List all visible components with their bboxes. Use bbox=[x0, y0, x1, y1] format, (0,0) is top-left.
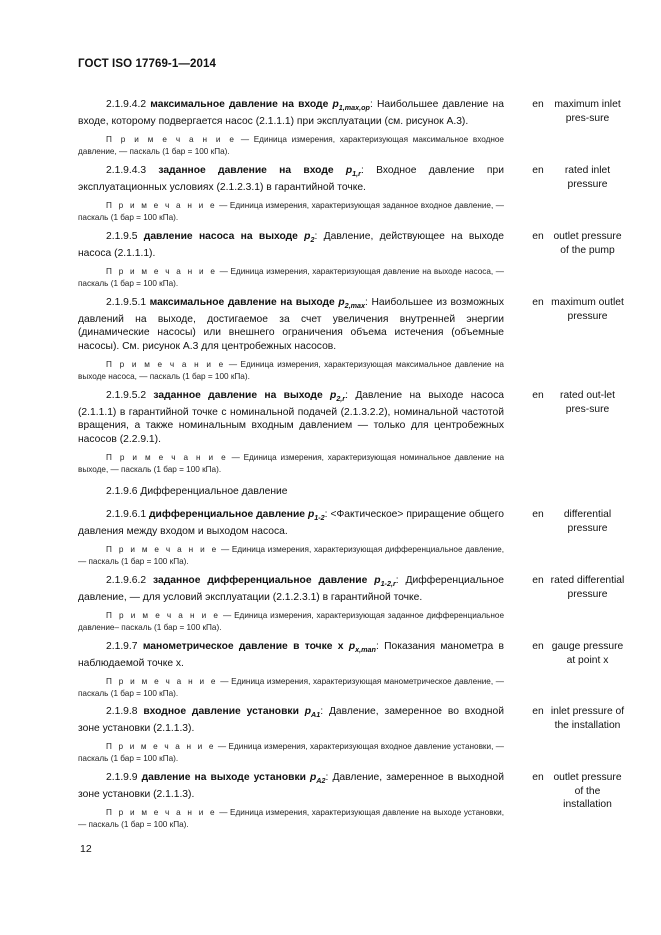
term-symbol: $p_{1,max,op}$ bbox=[332, 99, 370, 113]
language-code: en bbox=[532, 575, 544, 586]
english-term: maximum outlet pressure bbox=[551, 297, 624, 322]
page-number: 12 bbox=[80, 843, 92, 855]
definition-text: Дифференциальное давление, — для условий эксплуатации (2.1.2.3.1) в гарантийной точке. bbox=[78, 575, 504, 603]
note-text: — Единица измерения, характеризующая заданное дифференциальное давление– паскаль (1 бар = 100 кПа). bbox=[78, 611, 504, 632]
language-code: en bbox=[532, 390, 544, 401]
note-label: П р и м е ч а н и е bbox=[106, 677, 218, 687]
note bbox=[78, 741, 504, 764]
definition-text: Входное давление при эксплуатационных условиях (2.1.2.3.1) в гарантийной точке. bbox=[78, 165, 504, 193]
term-entry bbox=[78, 771, 622, 830]
language-code: en bbox=[532, 706, 544, 717]
term-name: максимальное давление на выходе bbox=[149, 297, 335, 308]
term-entry bbox=[78, 389, 615, 475]
note-label: П р и м е ч а н и е bbox=[106, 453, 228, 463]
note-text: — Единица измерения, характеризующая входное давление установки, — паскаль (1 бар = 100 кПа). bbox=[78, 742, 504, 763]
definition-text: Давление, замеренное во входной зоне установки (2.1.1.3). bbox=[78, 706, 504, 734]
note-text: — Единица измерения, характеризующая заданное входное давление, — паскаль (1 бар = 100 кПа). bbox=[78, 201, 504, 222]
definition-text: Наибольшее давление на входе, которому подвергается насос (2.1.1.1) при эксплуатации (см. рисунок А.3). bbox=[78, 99, 504, 127]
term-number: 2.1.9.5.2 bbox=[106, 390, 147, 401]
term-name: заданное дифференциальное давление bbox=[153, 575, 368, 586]
term-definition: 2.1.9.4.2 максимальное давление на входе $p_{1,max,op}$: Наибольшее давление на входе, которому подвергается насос (2.1.1.1) при эксплуатации (см. рисунок А.3). bbox=[78, 99, 504, 127]
term-entry bbox=[78, 230, 622, 289]
note-label: П р и м е ч а н и е bbox=[106, 135, 237, 145]
term-name: заданное давление на входе bbox=[158, 165, 334, 176]
term-definition: 2.1.9.6.2 заданное дифференциальное давление $p_{1-2,r}$: Дифференциальное давление, — для условий эксплуатации (2.1.2.3.1) в гарантийной точке. bbox=[78, 575, 504, 603]
definition-text: Показания манометра в наблюдаемой точке x. bbox=[78, 641, 504, 669]
term-name: давление насоса на выходе bbox=[143, 231, 298, 242]
language-code: en bbox=[532, 509, 544, 520]
term-name: заданное давление на выходе bbox=[153, 390, 323, 401]
term-entry bbox=[78, 98, 621, 157]
term-entry bbox=[78, 164, 611, 223]
note-text: — Единица измерения, характеризующая максимальное входное давление, — паскаль (1 бар = 100 кПа). bbox=[78, 135, 504, 156]
term-name: дифференциальное давление bbox=[149, 509, 306, 520]
note-label: П р и м е ч а н и е bbox=[106, 808, 217, 818]
note-text: — Единица измерения, характеризующая манометрическое давление, — паскаль (1 бар = 100 кПа). bbox=[78, 677, 504, 698]
term-symbol: $p_{1-2,r}$ bbox=[374, 575, 396, 589]
term-definition: 2.1.9.5.2 заданное давление на выходе $p_{2,r}$: Давление на выходе насоса (2.1.1.1) в гарантийной точке с номинальной подачей (2.1.3.2.2), номинальной частотой вращения, а также номинальным входным давлением — только для центробежных насосов (2.2.9.1). bbox=[78, 390, 504, 445]
note-text: — Единица измерения, характеризующая дифференциальное давление, — паскаль (1 бар = 100 кПа). bbox=[78, 545, 504, 566]
note-text: — Единица измерения, характеризующая давление на выходе установки, — паскаль (1 бар = 100 кПа). bbox=[78, 808, 504, 829]
english-term: inlet pressure of the installation bbox=[550, 706, 625, 731]
definition-text: Давление на выходе насоса (2.1.1.1) в гарантийной точке с номинальной подачей (2.1.3.2.2), номинальной частотой вращения, а также номинальным входным давлением — только для центробежных насосов (2.2.9.1). bbox=[78, 390, 504, 445]
note bbox=[78, 676, 504, 699]
language-code: en bbox=[532, 772, 544, 783]
term-definition: 2.1.9.7 манометрическое давление в точке x $p_{x,man}$: Показания манометра в наблюдаемой точке x. bbox=[78, 641, 504, 669]
term-number: 2.1.9.6.2 bbox=[106, 575, 147, 586]
term-definition: 2.1.9.6.1 дифференциальное давление $p_{1-2}$: <Фактическое> приращение общего давления между входом и выходом насоса. bbox=[78, 509, 504, 537]
english-term: rated differential pressure bbox=[550, 575, 625, 600]
term-entry bbox=[78, 296, 624, 382]
note-text: — Единица измерения, характеризующая максимальное давление на выходе насоса, — паскаль (1 бар = 100 кПа). bbox=[78, 360, 504, 381]
note bbox=[78, 610, 504, 633]
note bbox=[78, 544, 504, 567]
language-code: en bbox=[532, 165, 544, 176]
english-term: rated out-let pres-sure bbox=[560, 390, 615, 415]
term-number: 2.1.9.9 bbox=[106, 772, 138, 783]
term-number: 2.1.9.4.3 bbox=[106, 165, 147, 176]
english-term: rated inlet pressure bbox=[564, 165, 611, 190]
english-term: maximum inlet pres-sure bbox=[554, 99, 621, 124]
note bbox=[78, 452, 504, 475]
term-name: давление на выходе установки bbox=[141, 772, 306, 783]
term-name: манометрическое давление в точке x bbox=[142, 641, 344, 652]
term-number: 2.1.9.5.1 bbox=[106, 297, 147, 308]
term-definition: 2.1.9.4.3 заданное давление на входе $p_{1,r}$: Входное давление при эксплуатационных условиях (2.1.2.3.1) в гарантийной точке. bbox=[78, 165, 504, 193]
note-text: — Единица измерения, характеризующая давление на выходе насоса, — паскаль (1 бар = 100 кПа). bbox=[78, 267, 504, 288]
term-entry bbox=[78, 705, 625, 764]
term-number: 2.1.9.5 bbox=[106, 231, 138, 242]
note-label: П р и м е ч а н и е bbox=[106, 360, 226, 370]
language-code: en bbox=[532, 641, 544, 652]
note-text: — Единица измерения, характеризующая номинальное давление на выходе, — паскаль (1 бар = 100 кПа). bbox=[78, 453, 504, 474]
term-number: 2.1.9.8 bbox=[106, 706, 138, 717]
term-number: 2.1.9.7 bbox=[106, 641, 138, 652]
term-symbol: $p_{1,r}$ bbox=[345, 165, 361, 179]
term-number: 2.1.9.6.1 bbox=[106, 509, 147, 520]
note bbox=[78, 266, 504, 289]
definition-text: <Фактическое> приращение общего давления между входом и выходом насоса. bbox=[78, 509, 504, 537]
term-number: 2.1.9.4.2 bbox=[106, 99, 147, 110]
term-entry bbox=[78, 508, 612, 567]
term-symbol: $p_{2,r}$ bbox=[330, 390, 346, 404]
document-header: ГОСТ ISO 17769-1—2014 bbox=[78, 58, 216, 70]
definition-text: Наибольшее из возможных давлений на выходе, достигаемое за счет увеличения внутренней энергии (динамические насосы) или внешнего ограничения объема истечения (объемные насосы). См. рисунок А.3 для центробежных насосов. bbox=[78, 297, 504, 352]
definition-text: Давление, действующее на выходе насоса (2.1.1.1). bbox=[78, 231, 504, 259]
english-term: differential pressure bbox=[563, 509, 612, 534]
definition-text: Давление, замеренное в выходной зоне установки (2.1.1.3). bbox=[78, 772, 504, 800]
term-entry bbox=[78, 574, 625, 633]
term-symbol: $p_{2,max}$ bbox=[338, 297, 366, 311]
note-label: П р и м е ч а н и е bbox=[106, 545, 219, 555]
english-term: outlet pressure of the installation bbox=[553, 772, 622, 811]
term-symbol: $p_{A2}$ bbox=[310, 772, 326, 786]
term-definition: 2.1.9.5 давление насоса на выходе $p_2$: Давление, действующее на выходе насоса (2.1.1.1). bbox=[78, 231, 504, 259]
term-definition: 2.1.9.8 входное давление установки $p_{A1}$: Давление, замеренное во входной зоне установки (2.1.1.3). bbox=[78, 706, 504, 734]
note bbox=[78, 200, 504, 223]
note bbox=[78, 359, 504, 382]
english-term: gauge pressure at point x bbox=[551, 641, 624, 666]
term-definition: 2.1.9.5.1 максимальное давление на выходе $p_{2,max}$: Наибольшее из возможных давлений на выходе, достигаемое за счет увеличения внутренней энергии (динамические насосы) или внешнего ограничения объема истечения (объемные насосы). См. рисунок А.3 для центробежных насосов. bbox=[78, 297, 504, 352]
note-label: П р и м е ч а н и е bbox=[106, 742, 216, 752]
term-entry bbox=[78, 640, 624, 699]
english-term: outlet pressure of the pump bbox=[553, 231, 622, 256]
language-code: en bbox=[532, 99, 544, 110]
section-heading: 2.1.9.6 Дифференциальное давление bbox=[106, 486, 288, 497]
term-symbol: $p_2$ bbox=[304, 231, 315, 245]
term-symbol: $p_{1-2}$ bbox=[307, 509, 325, 523]
language-code: en bbox=[532, 231, 544, 242]
term-name: входное давление установки bbox=[143, 706, 299, 717]
term-symbol: $p_{x,man}$ bbox=[348, 641, 376, 655]
note-label: П р и м е ч а н и е bbox=[106, 611, 221, 621]
term-symbol: $p_{A1}$ bbox=[304, 706, 321, 720]
note-label: П р и м е ч а н и е bbox=[106, 201, 217, 211]
term-name: максимальное давление на входе bbox=[150, 99, 329, 110]
note bbox=[78, 134, 504, 157]
term-definition: 2.1.9.9 давление на выходе установки $p_{A2}$: Давление, замеренное в выходной зоне установки (2.1.1.3). bbox=[78, 772, 504, 800]
language-code: en bbox=[532, 297, 544, 308]
note bbox=[78, 807, 504, 830]
note-label: П р и м е ч а н и е bbox=[106, 267, 218, 277]
